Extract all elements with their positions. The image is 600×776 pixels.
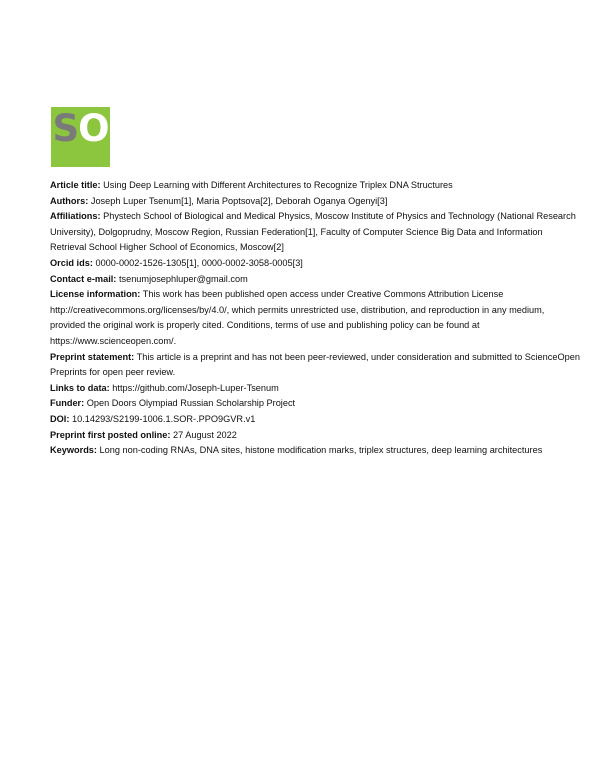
affiliations-field: [50, 209, 580, 256]
links-field: [50, 381, 580, 397]
article-title-field: [50, 178, 580, 194]
affiliations-value: Phystech School of Biological and Medical Physics, Moscow Institute of Physics and Technology (National Research University), Dolgoprudny, Moscow Region, Russian Federation[1], Faculty of Computer Science Big Data and Information Retrieval School Higher School of Economics, Moscow[2]: [50, 211, 576, 253]
orcid-field: [50, 256, 580, 272]
doi-field: [50, 412, 580, 428]
keywords-field: [50, 443, 580, 459]
preprint-statement-value: This article is a preprint and has not been peer-reviewed, under consideration and submitted to ScienceOpen Preprints for open peer review.: [50, 351, 580, 378]
logo-letters: [51, 109, 110, 149]
article-title-label: Article title:: [50, 180, 101, 190]
license-label: License information:: [50, 289, 141, 300]
logo-letter-o: O: [78, 107, 109, 150]
doi-value: 10.14293/S2199-1006.1.SOR-.PPO9GVR.v1: [71, 413, 256, 424]
keywords-value: Long non-coding RNAs, DNA sites, histone modification marks, triplex structures, deep learning architectures: [99, 445, 543, 456]
orcid-label: Orcid ids:: [50, 257, 93, 268]
keywords-label: Keywords:: [50, 445, 97, 456]
preprint-statement-label: Preprint statement:: [50, 351, 135, 362]
contact-email[interactable]: tsenumjosephluper@gmail.com: [118, 273, 248, 284]
preprint-statement-field: [50, 350, 580, 381]
authors-field: [50, 194, 580, 210]
funder-field: [50, 396, 580, 412]
orcid-value: 0000-0002-1526-1305[1], 0000-0002-3058-0005[3]: [95, 257, 303, 268]
links-url[interactable]: https://github.com/Joseph-Luper-Tsenum: [112, 382, 279, 393]
contact-field: [50, 272, 580, 288]
logo-letter-s: S: [52, 107, 79, 150]
license-value: This work has been published open access under Creative Commons Attribution License http://creativecommons.org/licenses/by/4.0/, which permits unrestricted use, distribution, and reproduction in any medium, provided the original work is properly cited. Conditions, terms of use and publishing policy can be found at https://www.scienceopen.com/.: [50, 289, 545, 346]
posted-value: 27 August 2022: [173, 429, 237, 440]
article-metadata: [50, 178, 580, 459]
doi-label: DOI:: [50, 413, 70, 424]
authors-label: Authors:: [50, 195, 89, 206]
authors-value: Joseph Luper Tsenum[1], Maria Poptsova[2], Deborah Oganya Ogenyi[3]: [90, 195, 388, 206]
article-title-value: Using Deep Learning with Different Architectures to Recognize Triplex DNA Structures: [103, 180, 453, 190]
license-field: [50, 287, 580, 349]
affiliations-label: Affiliations:: [50, 211, 101, 222]
links-label: Links to data:: [50, 382, 110, 393]
funder-value: Open Doors Olympiad Russian Scholarship Project: [86, 398, 296, 409]
posted-field: [50, 428, 580, 444]
posted-label: Preprint first posted online:: [50, 429, 171, 440]
funder-label: Funder:: [50, 398, 85, 409]
contact-label: Contact e-mail:: [50, 273, 117, 284]
scienceopen-logo: [51, 107, 110, 167]
